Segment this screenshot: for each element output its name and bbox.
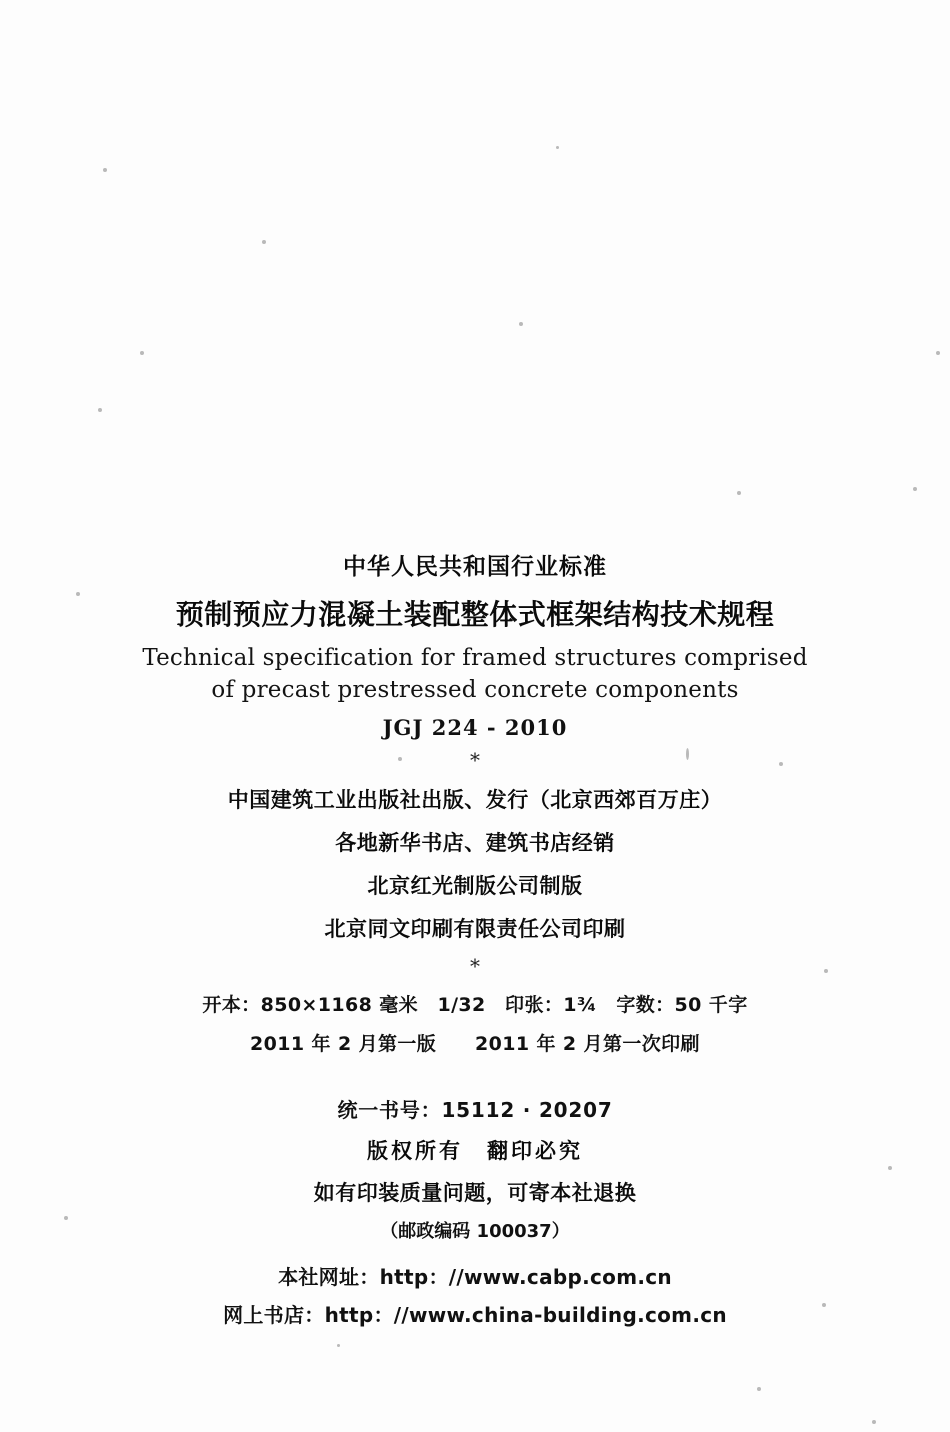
quality-notice: 如有印装质量问题，可寄本社退换 (313, 1181, 637, 1205)
scan-speckle (140, 351, 144, 355)
scan-speckle (262, 240, 266, 244)
scan-speckle (872, 1420, 876, 1424)
spacer (0, 1068, 950, 1094)
scan-speckle (337, 1344, 340, 1347)
typesetter-line: 北京红光制版公司制版 (367, 874, 583, 898)
postal-code: （邮政编码 100037） (380, 1221, 570, 1242)
scan-speckle (98, 408, 102, 412)
printer-line: 北京同文印刷有限责任公司印刷 (324, 917, 626, 941)
scan-speckle (757, 1387, 761, 1391)
page-title-english-line2: of precast prestressed concrete components (211, 677, 739, 703)
bookstore-website: 网上书店：http：//www.china-building.com.cn (223, 1303, 727, 1327)
colophon-block (0, 548, 950, 1337)
standard-code: JGJ 224 - 2010 (382, 715, 568, 740)
separator-asterisk-bottom: * (470, 954, 480, 978)
scan-speckle (737, 491, 741, 495)
page-title-english-line1: Technical specification for framed structures comprised (142, 645, 808, 671)
copyright-notice: 版权所有 翻印必究 (367, 1139, 583, 1163)
distributor-line: 各地新华书店、建筑书店经销 (335, 831, 615, 855)
publisher-website: 本社网址：http：//www.cabp.com.cn (278, 1265, 672, 1289)
format-line: 开本：850×1168 毫米 1/32 印张：1¾ 字数：50 千字 (202, 994, 748, 1016)
scan-speckle (936, 351, 940, 355)
unified-book-number: 统一书号：15112 · 20207 (337, 1098, 613, 1122)
scan-speckle (556, 146, 559, 149)
edition-line: 2011 年 2 月第一版 2011 年 2 月第一次印刷 (250, 1033, 700, 1055)
scan-speckle (103, 168, 107, 172)
scan-speckle (519, 322, 523, 326)
page-title-chinese: 预制预应力混凝土装配整体式框架结构技术规程 (175, 598, 775, 631)
publisher-line: 中国建筑工业出版社出版、发行（北京西郊百万庄） (227, 788, 723, 812)
scan-speckle (913, 487, 917, 491)
separator-asterisk-top: * (470, 748, 480, 772)
standard-organization: 中华人民共和国行业标准 (343, 554, 607, 580)
